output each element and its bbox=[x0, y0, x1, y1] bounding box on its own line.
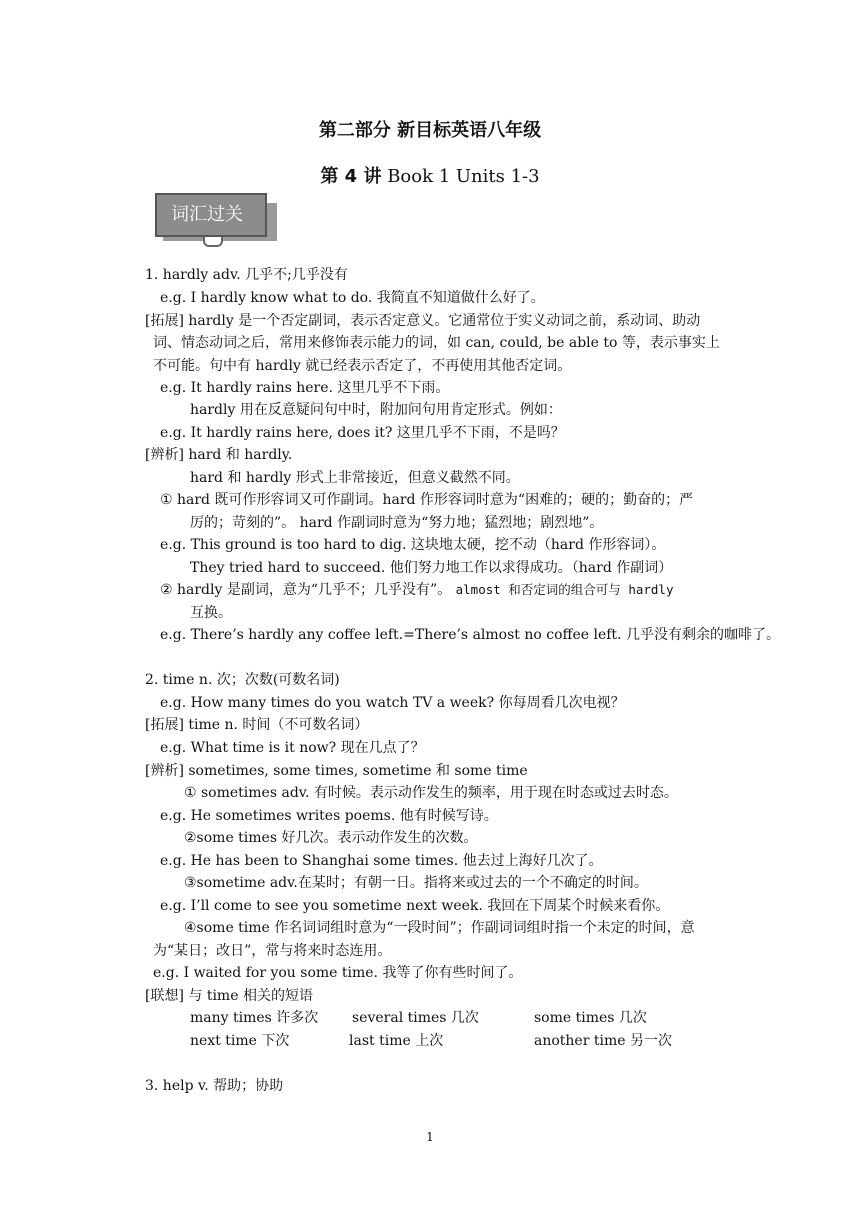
example: e.g. I’ll come to see you sometime next week. 我回在下周某个时候来看你。 bbox=[160, 898, 670, 914]
distinction-heading: [辨析] sometimes, some times, sometime 和 some time bbox=[145, 763, 528, 779]
distinction-item: ②some times 好几次。表示动作发生的次数。 bbox=[184, 830, 478, 846]
distinction-item-part: ② hardly 是副词，意为“几乎不；几乎没有”。 bbox=[160, 582, 452, 598]
phrase-item: some times 几次 bbox=[534, 1010, 647, 1026]
distinction-item: 为“某日；改日”，常与将来时态连用。 bbox=[153, 943, 392, 959]
distinction-item: 互换。 bbox=[190, 605, 232, 621]
example: e.g. I waited for you some time. 我等了你有些时间了。 bbox=[153, 965, 523, 981]
example: e.g. He has been to Shanghai some times. 他去过上海好几次了。 bbox=[160, 853, 603, 869]
entry-heading: 3. help v. 帮助；协助 bbox=[145, 1078, 284, 1094]
distinction-item: ① hard 既可作形容词又可作副词。hard 作形容词时意为“困难的；硬的；勤奋的；严 bbox=[160, 492, 694, 508]
note-text: hard 和 hardly 形式上非常接近，但意义截然不同。 bbox=[190, 470, 520, 486]
page-number: 1 bbox=[426, 1130, 434, 1144]
extension-text: [拓展] time n. 时间（不可数名词） bbox=[145, 717, 369, 733]
section-badge bbox=[155, 193, 275, 243]
extension-text: 不可能。句中有 hardly 就已经表示否定了，不再使用其他否定词。 bbox=[153, 358, 572, 374]
distinction-item: ④some time 作名词词组时意为“一段时间”；作副词词组时指一个未定的时间，意 bbox=[184, 920, 695, 936]
note-text: hardly 用在反意疑问句中时，附加问句用肯定形式。例如： bbox=[190, 402, 562, 418]
distinction-item: 厉的；苛刻的”。 hard 作副词时意为“努力地；猛烈地；剧烈地”。 bbox=[190, 515, 604, 531]
phrase-item: next time 下次 bbox=[190, 1033, 290, 1049]
extension-text: 词、情态动词之后，常用来修饰表示能力的词，如 can, could, be able to 等，表示事实上 bbox=[153, 335, 720, 351]
distinction-item bbox=[160, 579, 673, 601]
distinction-item-mono: almost 和否定词的组合可与 hardly bbox=[455, 582, 674, 597]
phrase-item: another time 另一次 bbox=[534, 1033, 672, 1049]
lesson-prefix: 第 4 讲 bbox=[320, 166, 382, 187]
distinction-item: ① sometimes adv. 有时候。表示动作发生的频率，用于现在时态或过去时态。 bbox=[184, 785, 678, 801]
example: e.g. I hardly know what to do. 我简直不知道做什么好了。 bbox=[160, 290, 545, 306]
lesson-title bbox=[0, 162, 860, 188]
entry-heading: 1. hardly adv. 几乎不;几乎没有 bbox=[145, 267, 348, 283]
phrase-item: several times 几次 bbox=[352, 1010, 479, 1026]
example: e.g. It hardly rains here, does it? 这里几乎不下雨，不是吗？ bbox=[160, 425, 565, 441]
association-heading: [联想] 与 time 相关的短语 bbox=[145, 988, 313, 1004]
example: e.g. There’s hardly any coffee left.=There’s almost no coffee left. 几乎没有剩余的咖啡了。 bbox=[160, 627, 780, 643]
lesson-name: Book 1 Units 1-3 bbox=[387, 166, 540, 187]
phrase-item: last time 上次 bbox=[349, 1033, 444, 1049]
distinction-heading: [辨析] hard 和 hardly. bbox=[145, 447, 293, 463]
example: e.g. It hardly rains here. 这里几乎不下雨。 bbox=[160, 380, 450, 396]
distinction-item: ③sometime adv.在某时；有朝一日。指将来或过去的一个不确定的时间。 bbox=[184, 875, 648, 891]
phrase-item: many times 许多次 bbox=[190, 1010, 319, 1026]
example: e.g. What time is it now? 现在几点了？ bbox=[160, 740, 425, 756]
example: They tried hard to succeed. 他们努力地工作以求得成功。（hard 作副词） bbox=[190, 560, 673, 576]
example: e.g. He sometimes writes poems. 他有时候写诗。 bbox=[160, 808, 498, 824]
example: e.g. This ground is too hard to dig. 这块地太硬，挖不动（hard 作形容词）。 bbox=[160, 537, 666, 553]
section-badge-label: 词汇过关 bbox=[155, 193, 267, 237]
page-title: 第二部分 新目标英语八年级 bbox=[318, 120, 542, 141]
extension-text: [拓展] hardly 是一个否定副词，表示否定意义。它通常位于实义动词之前，系动词、助动 bbox=[145, 313, 701, 329]
example: e.g. How many times do you watch TV a week? 你每周看几次电视？ bbox=[160, 695, 625, 711]
entry-heading: 2. time n. 次；次数(可数名词) bbox=[145, 672, 340, 688]
